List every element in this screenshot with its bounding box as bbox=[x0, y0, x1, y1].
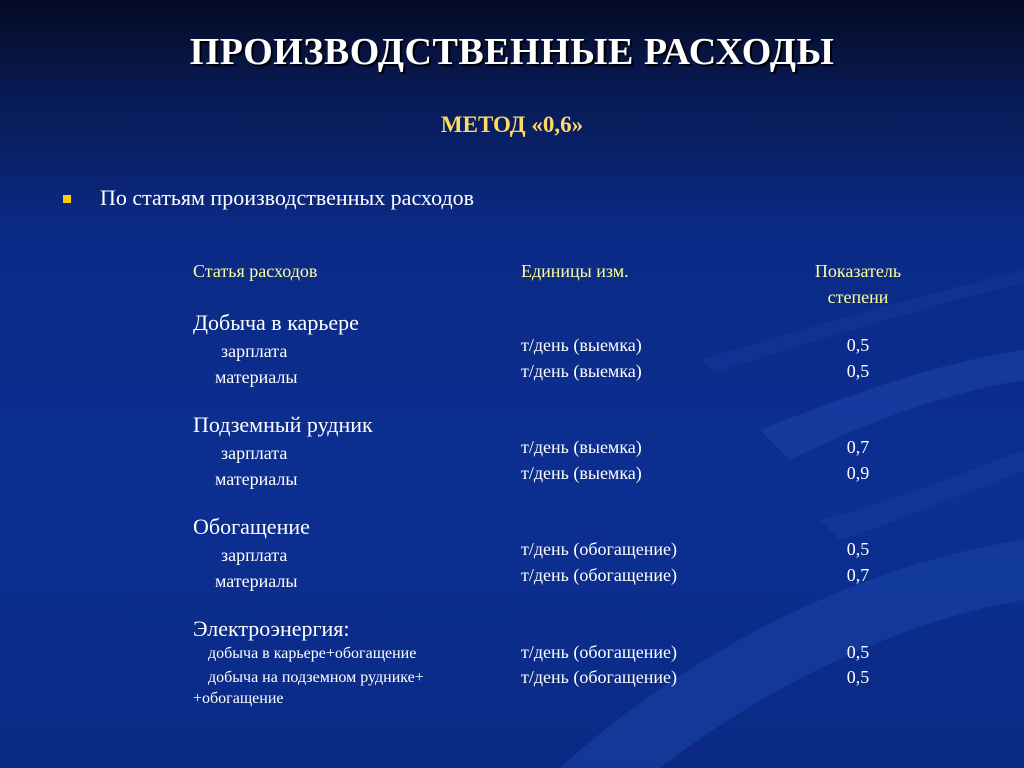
square-bullet-icon bbox=[63, 195, 71, 203]
row-unit: т/день (выемка) bbox=[521, 361, 642, 381]
group-name: Добыча в карьере bbox=[193, 310, 359, 335]
slide-subtitle: МЕТОД «0,6» bbox=[440, 112, 584, 137]
row-value: 0,7 bbox=[846, 437, 870, 457]
group-name: Обогащение bbox=[193, 514, 310, 539]
row-label: материалы bbox=[215, 367, 298, 387]
row-value: 0,5 bbox=[846, 335, 870, 355]
row-label: добыча на подземном руднике+ bbox=[208, 669, 424, 686]
row-label: материалы bbox=[215, 571, 298, 591]
group-name: Подземный рудник bbox=[193, 412, 373, 437]
row-label: зарплата bbox=[221, 545, 288, 565]
row-label-continuation: +обогащение bbox=[193, 690, 284, 707]
row-unit: т/день (обогащение) bbox=[521, 539, 677, 559]
row-label: материалы bbox=[215, 469, 298, 489]
row-label: зарплата bbox=[221, 443, 288, 463]
row-value: 0,5 bbox=[846, 667, 870, 687]
row-unit: т/день (обогащение) bbox=[521, 565, 677, 585]
row-value: 0,9 bbox=[846, 463, 870, 483]
row-value: 0,7 bbox=[846, 565, 870, 585]
column-header-unit: Единицы изм. bbox=[521, 261, 629, 281]
row-value: 0,5 bbox=[846, 361, 870, 381]
row-value: 0,5 bbox=[846, 642, 870, 662]
row-label: зарплата bbox=[221, 341, 288, 361]
row-unit: т/день (выемка) bbox=[521, 437, 642, 457]
column-header-exponent-line2: степени bbox=[827, 287, 889, 307]
bullet-text: По статьям производственных расходов bbox=[100, 185, 475, 210]
slide-title: ПРОИЗВОДСТВЕННЫЕ РАСХОДЫ bbox=[189, 31, 835, 73]
column-header-exponent-line1: Показатель bbox=[814, 261, 902, 281]
row-unit: т/день (обогащение) bbox=[521, 667, 677, 687]
group-name: Электроэнергия: bbox=[193, 616, 350, 641]
row-value: 0,5 bbox=[846, 539, 870, 559]
row-unit: т/день (обогащение) bbox=[521, 642, 677, 662]
row-unit: т/день (выемка) bbox=[521, 463, 642, 483]
column-header-item: Статья расходов bbox=[193, 261, 318, 281]
row-unit: т/день (выемка) bbox=[521, 335, 642, 355]
row-label: добыча в карьере+обогащение bbox=[208, 645, 417, 662]
